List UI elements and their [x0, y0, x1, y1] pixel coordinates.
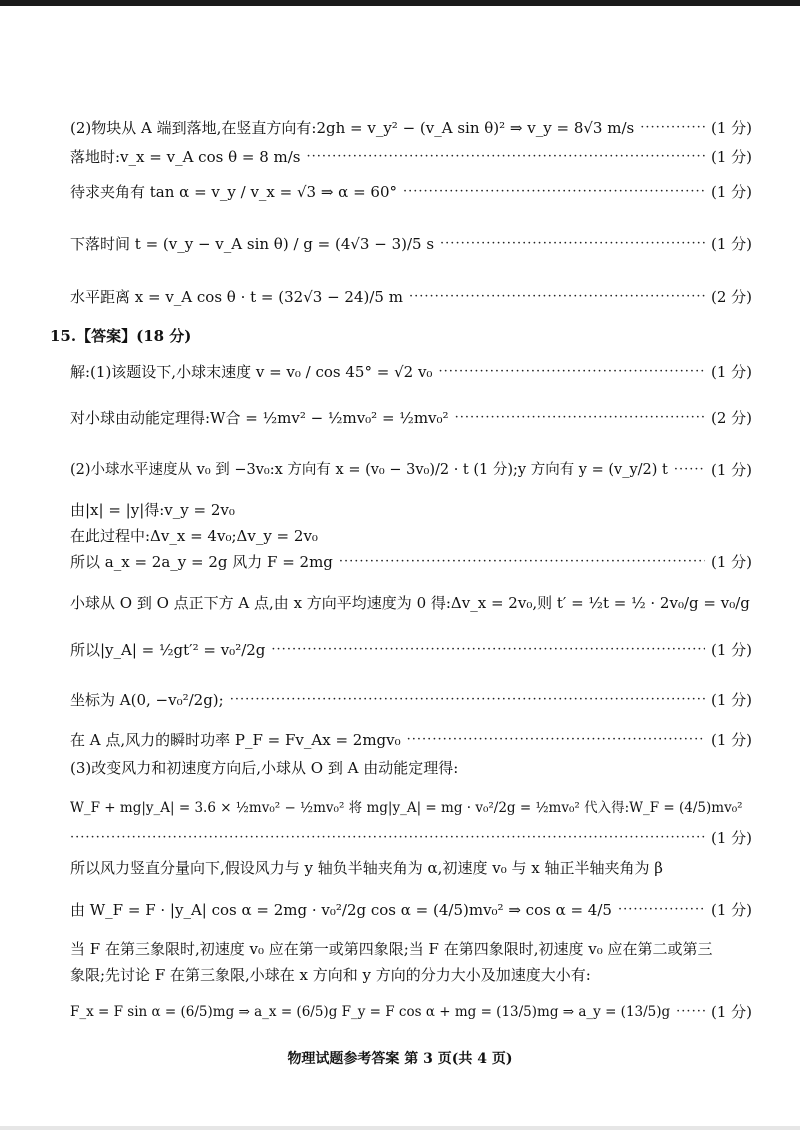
- answer-line: [70, 118, 752, 138]
- line-text: 落地时:v_x = v_A cos θ = 8 m/s: [70, 148, 301, 166]
- line-text: 所以风力竖直分量向下,假设风力与 y 轴负半轴夹角为 α,初速度 v₀ 与 x 轴正半轴夹角为 β: [70, 859, 663, 877]
- line-text: 小球从 O 到 O 点正下方 A 点,由 x 方向平均速度为 0 得:Δv_x = 2v₀,则 t′ = ½t = ½ · 2v₀/g = v₀/g: [70, 594, 750, 612]
- answer-line: [70, 1002, 752, 1022]
- line-text: 在 A 点,风力的瞬时功率 P_F = Fv_Ax = 2mgv₀: [70, 731, 401, 749]
- answer-line: [70, 640, 752, 660]
- score: (1 分): [710, 553, 752, 571]
- line-text: 水平距离 x = v_A cos θ · t = (32√3 − 24)/5 m: [70, 288, 403, 306]
- answer-line: [70, 460, 752, 480]
- line-text: (3)改变风力和初速度方向后,小球从 O 到 A 由动能定理得:: [70, 759, 459, 777]
- answer-line: [70, 593, 752, 613]
- bottom-border: [0, 1126, 800, 1130]
- answer-line: [70, 552, 752, 572]
- score: (1 分): [710, 119, 752, 137]
- answer-line: [70, 965, 752, 985]
- score: (1 分): [710, 731, 752, 749]
- line-text: 坐标为 A(0, −v₀²/2g);: [70, 691, 224, 709]
- line-text: 下落时间 t = (v_y − v_A sin θ) / g = (4√3 − 3)/5 s: [70, 235, 435, 253]
- question-header: [50, 326, 752, 346]
- score: (1 分): [710, 461, 752, 479]
- answer-line: [70, 287, 752, 307]
- answer-line: [70, 147, 752, 167]
- score: (1 分): [710, 829, 752, 847]
- page-footer: 物理试题参考答案 第 3 页(共 4 页): [287, 1051, 513, 1067]
- score: (1 分): [710, 363, 752, 381]
- answer-line: [70, 362, 752, 382]
- answer-line: [70, 500, 752, 520]
- answer-line: [70, 234, 752, 254]
- line-text: 由 W_F = F · |y_A| cos α = 2mg · v₀²/2g cos α = (4/5)mv₀² ⇒ cos α = 4/5: [70, 901, 612, 919]
- answer-line: [70, 900, 752, 920]
- line-text: 象限;先讨论 F 在第三象限,小球在 x 方向和 y 方向的分力大小及加速度大小有:: [70, 966, 591, 984]
- answer-line: [70, 526, 752, 546]
- score: (1 分): [710, 901, 752, 919]
- answer-line: [70, 182, 752, 202]
- score: (2 分): [710, 288, 752, 306]
- line-text: 所以|y_A| = ½gt′² = v₀²/2g: [70, 641, 266, 659]
- answer-line: [70, 828, 752, 848]
- line-text: 待求夹角有 tan α = v_y / v_x = √3 ⇒ α = 60°: [70, 183, 398, 201]
- answer-line: [70, 798, 752, 818]
- line-text: 解:(1)该题设下,小球末速度 v = v₀ / cos 45° = √2 v₀: [70, 363, 433, 381]
- score: (1 分): [710, 691, 752, 709]
- score: (1 分): [710, 1003, 752, 1021]
- answer-line: [70, 939, 752, 959]
- answer-line: [70, 730, 752, 750]
- score: (1 分): [710, 148, 752, 166]
- score: (1 分): [710, 183, 752, 201]
- score: (2 分): [710, 409, 752, 427]
- answer-line: [70, 858, 752, 878]
- line-text: 当 F 在第三象限时,初速度 v₀ 应在第一或第四象限;当 F 在第四象限时,初速度 v₀ 应在第二或第三: [70, 940, 713, 958]
- score: (1 分): [710, 641, 752, 659]
- line-text: (2)物块从 A 端到落地,在竖直方向有:2gh = v_y² − (v_A sin θ)² ⇒ v_y = 8√3 m/s: [70, 119, 635, 137]
- line-text: 在此过程中:Δv_x = 4v₀;Δv_y = 2v₀: [70, 527, 318, 545]
- line-text: W_F + mg|y_A| = 3.6 × ½mv₀² − ½mv₀² 将 mg|y_A| = mg · v₀²/2g = ½mv₀² 代入得:W_F = (4/5)mv₀²: [70, 800, 743, 816]
- line-text: 对小球由动能定理得:W合 = ½mv² − ½mv₀² = ½mv₀²: [70, 409, 449, 427]
- answer-line: [70, 758, 752, 778]
- line-text: F_x = F sin α = (6/5)mg ⇒ a_x = (6/5)g F_y = F cos α + mg = (13/5)mg ⇒ a_y = (13/5)g: [70, 1004, 671, 1020]
- score: (1 分): [710, 235, 752, 253]
- line-text: (2)小球水平速度从 v₀ 到 −3v₀:x 方向有 x = (v₀ − 3v₀)/2 · t (1 分);y 方向有 y = (v_y/2) t: [70, 462, 668, 478]
- line-text: 15.【答案】(18 分): [50, 327, 192, 345]
- line-text: 所以 a_x = 2a_y = 2g 风力 F = 2mg: [70, 553, 333, 571]
- answer-line: [70, 408, 752, 428]
- answer-line: [70, 690, 752, 710]
- line-text: 由|x| = |y|得:v_y = 2v₀: [70, 501, 235, 519]
